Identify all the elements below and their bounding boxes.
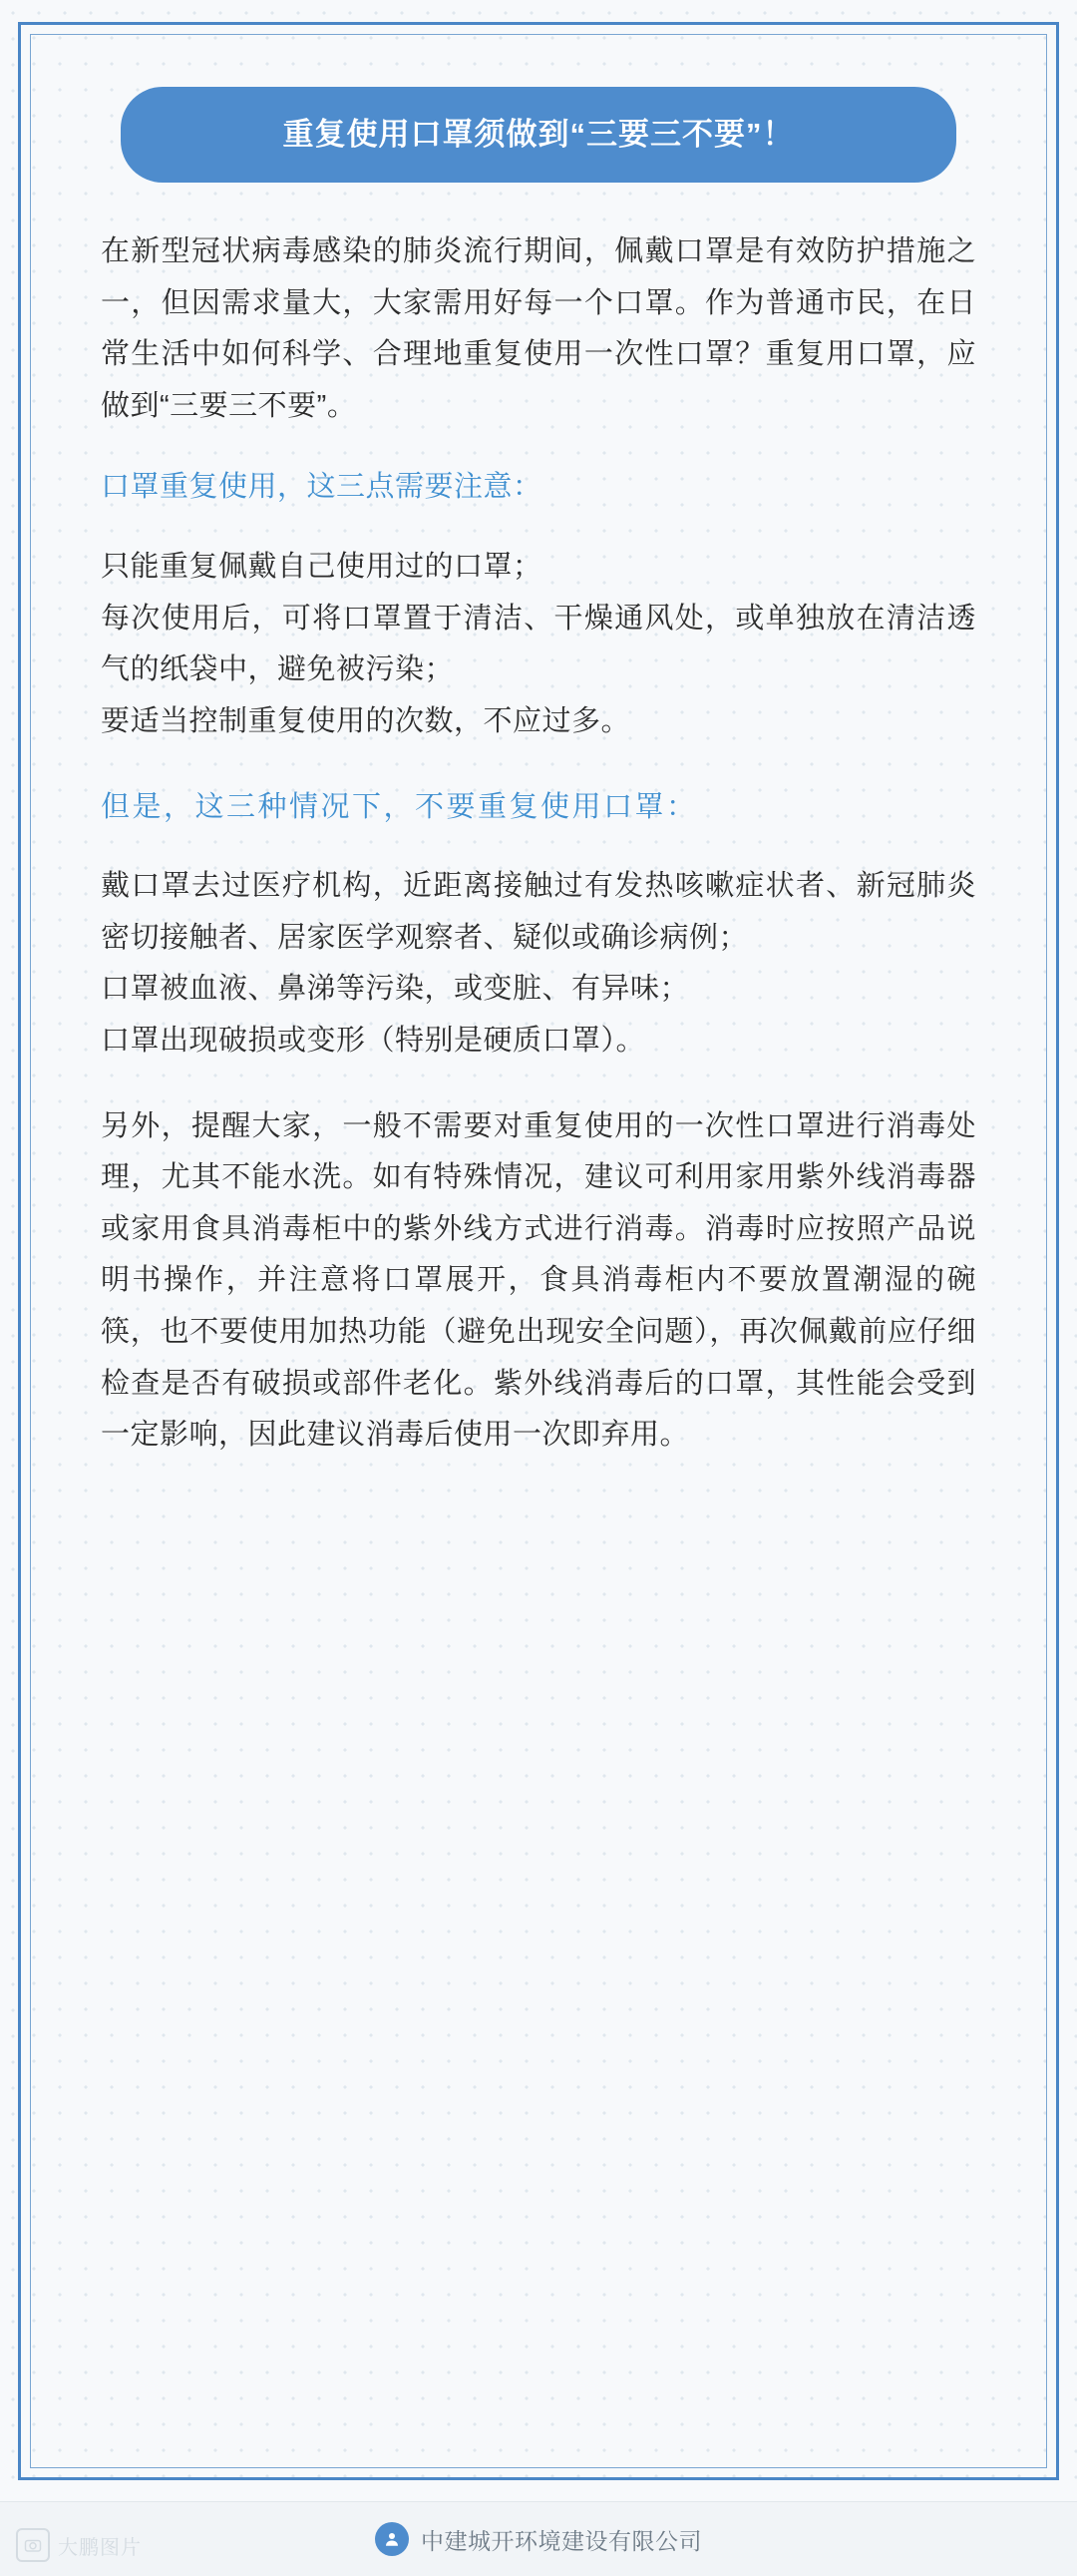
watermark	[16, 2528, 142, 2562]
section-two-heading: 但是，这三种情况下，不要重复使用口罩：	[101, 790, 698, 823]
watermark-text: 大鹏图片	[58, 2536, 142, 2559]
section-two-item: 戴口罩去过医疗机构，近距离接触过有发热咳嗽症状者、新冠肺炎密切接触者、居家医学观察者、疑似或确诊病例；	[101, 870, 976, 954]
article-intro-paragraph: 在新型冠状病毒感染的肺炎流行期间，佩戴口罩是有效防护措施之一，但因需求量大，大家需用好每一个口罩。作为普通市民，在日常生活中如何科学、合理地重复使用一次性口罩？重复用口罩，应做到“三要三不要”。	[101, 235, 976, 422]
footer-account-name: 中建城开环境建设有限公司	[421, 2527, 702, 2554]
article-content	[31, 35, 1046, 2467]
footer-bar	[0, 2501, 1077, 2576]
section-two-list	[101, 861, 976, 1067]
section-one-item: 只能重复佩戴自己使用过的口罩；	[101, 551, 542, 584]
section-one-item: 每次使用后，可将口罩置于清洁、干燥通风处，或单独放在清洁透气的纸袋中，避免被污染；	[101, 602, 976, 686]
section-one-item: 要适当控制重复使用的次数，不应过多。	[101, 704, 631, 737]
section-one-list	[101, 542, 976, 747]
footer-account[interactable]	[375, 2522, 702, 2556]
section-one-heading: 口罩重复使用，这三点需要注意：	[101, 471, 542, 504]
section-two-item: 口罩出现破损或变形（特别是硬质口罩）。	[101, 1024, 646, 1057]
camera-icon	[16, 2528, 50, 2562]
article-closing-paragraph: 另外，提醒大家，一般不需要对重复使用的一次性口罩进行消毒处理，尤其不能水洗。如有特殊情况，建议可利用家用紫外线消毒器或家用食具消毒柜中的紫外线方式进行消毒。消毒时应按照产品说明书操作，并注意将口罩展开，食具消毒柜内不要放置潮湿的碗筷，也不要使用加热功能（避免出现安全问题），再次佩戴前应仔细检查是否有破损或部件老化。紫外线消毒后的口罩，其性能会受到一定影响，因此建议消毒后使用一次即弃用。	[101, 1109, 976, 1452]
section-two-item: 口罩被血液、鼻涕等污染，或变脏、有异味；	[101, 973, 690, 1006]
decorative-outer-border	[18, 22, 1059, 2480]
article-title-banner: 重复使用口罩须做到“三要三不要”！	[121, 87, 956, 183]
user-avatar-icon	[375, 2522, 409, 2556]
decorative-inner-border	[30, 34, 1047, 2468]
